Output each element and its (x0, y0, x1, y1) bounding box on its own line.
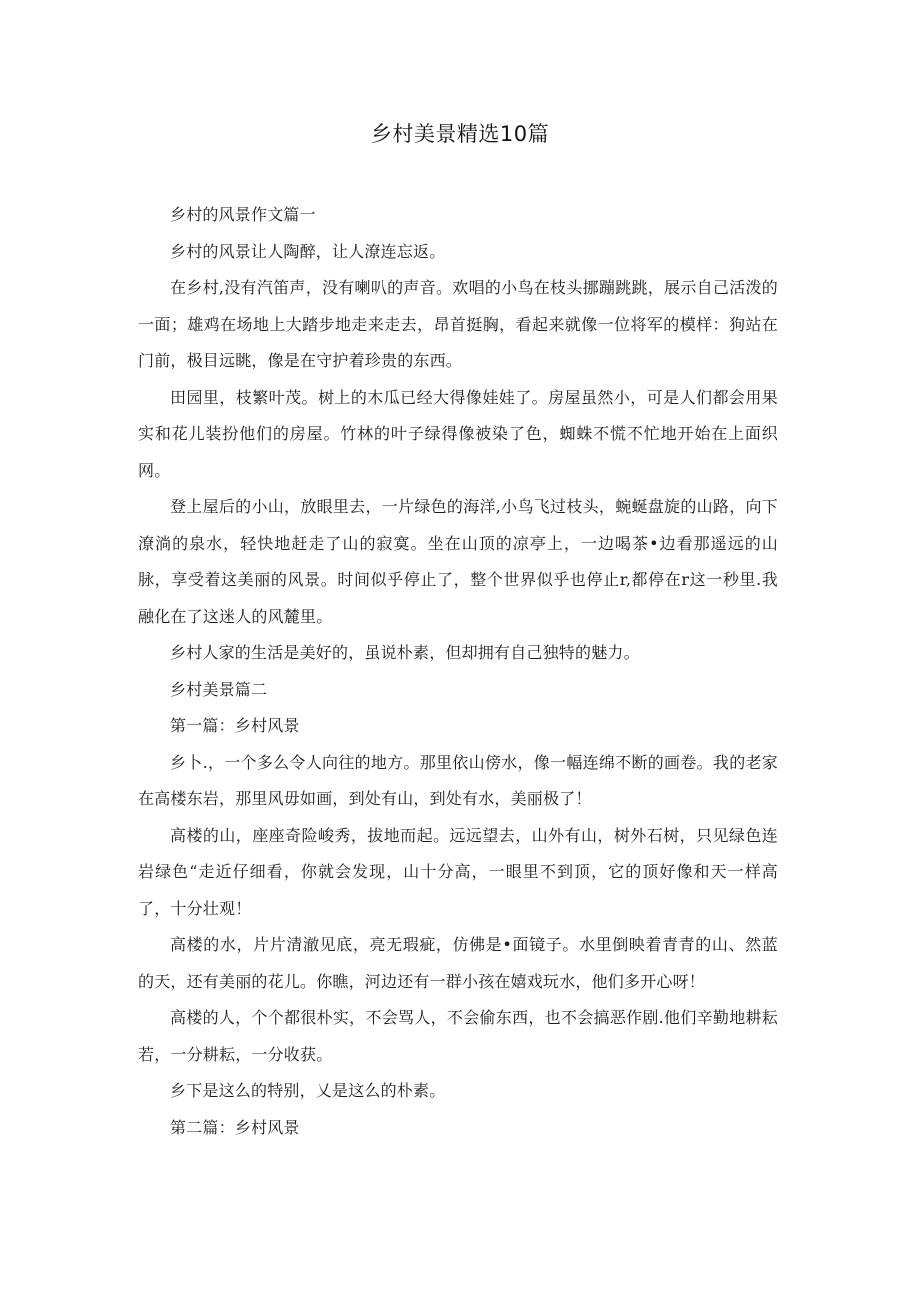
paragraph: 在乡村,没有汽笛声，没有喇叭的声音。欢唱的小鸟在枝头挪蹦跳跳，展示自己活泼的一面；雄鸡在场地上大踏步地走来走去，昂首挺胸，看起来就像一位将军的模样：狗站在门前，极目远眺，像是在守护着珍贵的东西。 (138, 278, 778, 370)
subsection-heading: 第二篇：乡村风景 (170, 1117, 300, 1137)
section-heading: 乡村美景篇二 (170, 679, 268, 699)
paragraph: 乡村的风景让人陶醉，让人潦连忘返。 (170, 241, 446, 261)
paragraph: 田园里，枝繁叶茂。树上的木瓜已经大得像娃娃了。房屋虽然小，可是人们都会用果实和花儿装扮他们的房屋。竹林的叶子绿得像被染了色，蜘蛛不慌不忙地开始在上面织网。 (138, 387, 778, 480)
paragraph: 乡下是这么的特别，乂是这么的朴素。 (170, 1081, 446, 1100)
subsection-heading: 第一篇：乡村风景 (170, 716, 300, 735)
document-body (138, 197, 778, 1146)
paragraph: 高楼的水，片片清澈见底，亮无瑕疵，仿佛是•面镜子。水里倒映着青青的山、然蓝的天，还有美丽的花儿。你瞧，河边还有一群小孩在嬉戏玩水，他们多开心呀！ (138, 935, 778, 991)
paragraph: 乡卜.，一个多么令人向往的地方。那里依山傍水，像一幅连绵不断的画卷。我的老家在高楼东岩，那里风毋如画，到处有山，到处有水，美丽极了！ (138, 752, 778, 808)
paragraph: 乡村人家的生活是美好的，虽说朴素，但却拥有自己独特的魅力。 (170, 643, 640, 662)
paragraph: 登上屋后的小山，放眼里去，一片绿色的海洋,小鸟飞过枝头，蜿蜒盘旋的山路，向下潦淌的泉水，轻快地赶走了山的寂寞。坐在山顶的凉亭上，一边喝茶•边看那遥远的山脉，享受着这美丽的风景。时间似乎停止了，整个世界似乎也停止r,都停在r这一秒里.我融化在了这迷人的风麓里。 (138, 497, 778, 626)
document-title: 乡村美景精选10篇 (370, 122, 550, 146)
paragraph: 高楼的人，个个都很朴实，不会骂人，不会偷东西，也不会搞恶作剧.他们辛勤地耕耘若，一分耕耘，一分收获。 (138, 1008, 778, 1064)
section-heading: 乡村的风景作文篇一 (170, 205, 316, 224)
paragraph: 高楼的山，座座奇险峻秀，拔地而起。远远望去，山外有山，树外石树，只见绿色连岩绿色“走近仔细看，你就会发现，山十分高，一眼里不到顶，它的顶好像和天一样高了，十分壮观！ (138, 825, 778, 918)
